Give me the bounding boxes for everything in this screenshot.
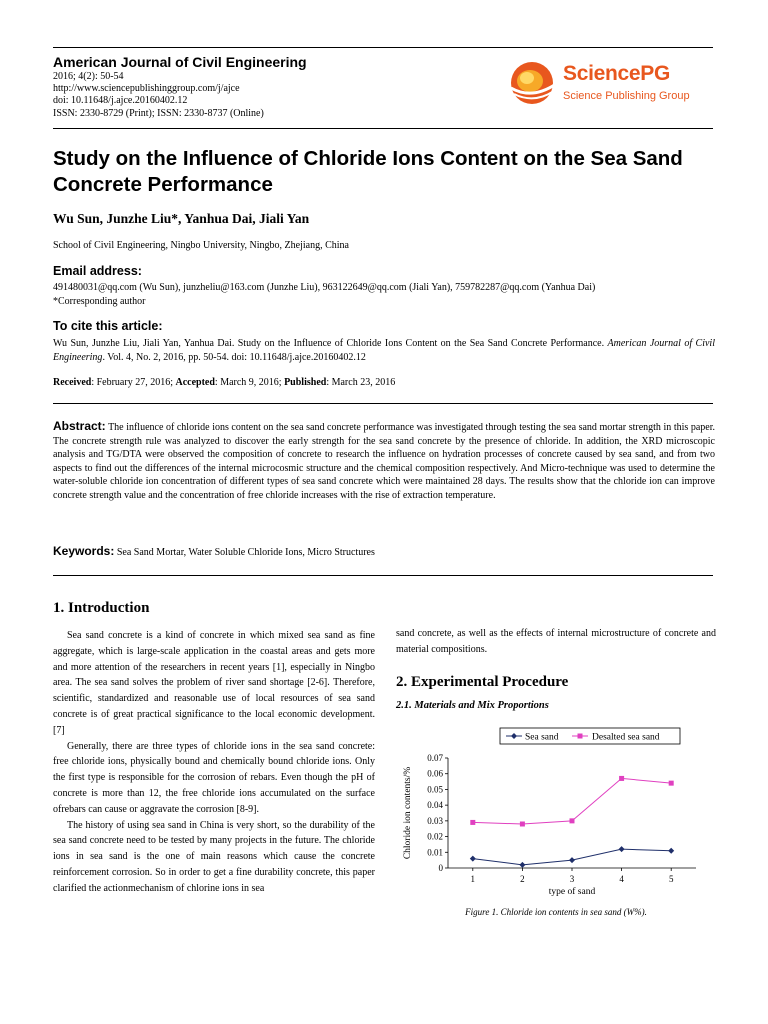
author-list: Wu Sun, Junzhe Liu*, Yanhua Dai, Jiali Yan — [53, 211, 310, 226]
data-point-sea-sand — [619, 846, 625, 852]
abstract-text: The influence of chloride ions content on the sea sand concrete performance was investigated through testing the sea sand mortar strength in this paper. The concrete strength rule was analyzed to discover the early strength for the sea sand concrete by the presence of chloride. In addition, the XRD microscopic analysis and TG/DTA were observed the composition of concrete to research the influence on hydration processes of concrete caused by sea sand, and from two aspects to find out the differences of the internal microcosmic structure and the chemical composition respectively. And Micro-technique was used to determine the water-soluble chloride ion concentration of different types of sea sand concrete which were maintained 28 days. The results show that the chloride ion can improve concrete strength value and the concentration of free chloride increases with the rise of extraction temperature. — [53, 422, 715, 501]
data-point-desalted — [470, 820, 475, 825]
accepted-date: : March 9, 2016; — [214, 377, 285, 388]
legend-label-sea-sand: Sea sand — [525, 732, 559, 743]
data-point-sea-sand — [668, 848, 674, 854]
header-top-rule — [53, 47, 713, 48]
logo-subtitle: Science Publishing Group — [563, 90, 690, 102]
procedure-heading: 2. Experimental Procedure — [396, 674, 569, 690]
citation — [53, 337, 715, 364]
x-tick-label: 5 — [668, 874, 674, 884]
published-label: Published — [284, 377, 327, 388]
received-label: Received — [53, 377, 92, 388]
data-point-desalted — [619, 776, 624, 781]
y-tick-label: 0.05 — [427, 784, 443, 795]
keywords — [53, 544, 375, 558]
publisher-logo — [508, 58, 708, 108]
data-point-desalted — [669, 781, 674, 786]
figure-1 — [396, 720, 716, 910]
citation-journal: American Journal of Civil Engineering — [53, 338, 715, 363]
data-point-desalted — [520, 822, 525, 827]
abstract — [53, 420, 715, 502]
sciencepg-globe-icon — [508, 58, 560, 108]
journal-title: American Journal of Civil Engineering — [53, 54, 307, 70]
legend-marker-desalted — [578, 734, 583, 739]
legend-label-desalted: Desalted sea sand — [592, 732, 660, 743]
email-list: 491480031@qq.com (Wu Sun), junzheliu@163.com (Junzhe Liu), 963122649@qq.com (Jiali Yan), 759782287@qq.com (Yanhua Dai) — [53, 282, 596, 293]
corresponding-note: *Corresponding author — [53, 296, 146, 307]
y-tick-label: 0.03 — [427, 815, 443, 826]
data-point-sea-sand — [519, 862, 525, 868]
abstract-top-rule — [53, 403, 713, 404]
affiliation: School of Civil Engineering, Ningbo University, Ningbo, Zhejiang, China — [53, 240, 349, 251]
citation-tail: . Vol. 4, No. 2, 2016, pp. 50-54. doi: 10.11648/j.ajce.20160402.12 — [102, 351, 366, 363]
y-tick-label: 0.07 — [427, 753, 443, 763]
publication-dates — [53, 377, 395, 388]
intro-paragraph-3: The history of using sea sand in China is very short, so the durability of the sea sand concrete need to be tested by many projects in the future. The chloride ions in sea sand is the one of main reasons which cause the concrete reinforcement corrosion. So in order to get a fine durability concrete, this paper clarified the actionmechanism of chlorine ions in sea — [53, 819, 375, 894]
series-line-desalted — [473, 778, 671, 824]
abstract-label: Abstract: — [53, 419, 106, 433]
chart-legend — [500, 728, 680, 744]
y-tick-label: 0.02 — [427, 831, 443, 842]
accepted-label: Accepted — [175, 377, 215, 388]
keywords-text: Sea Sand Mortar, Water Soluble Chloride Ions, Micro Structures — [114, 547, 375, 558]
y-axis-label: Chloride ion contents/% — [403, 766, 413, 860]
paper-title: Study on the Influence of Chloride Ions Content on the Sea Sand Concrete Performance — [53, 147, 683, 196]
x-tick-label: 3 — [569, 874, 575, 884]
data-point-desalted — [570, 818, 575, 823]
journal-url[interactable]: http://www.sciencepublishinggroup.com/j/ajce — [53, 83, 240, 95]
intro-paragraph-1: Sea sand concrete is a kind of concrete in which mixed sea sand as fine aggregate, which is large-scale application in the coastal areas and gets more and more attention of the researchers in recent years [1], especially in Ningbo area. The sea sand solves the problem of river sand shortage [2-6]. Therefore, scientific, standardized and reasonable use of local resources of sea sand concrete is of great practical significance to the local economic development. [7] — [53, 630, 375, 736]
data-point-sea-sand — [470, 856, 476, 862]
x-tick-label: 4 — [619, 874, 624, 884]
citation-main: Wu Sun, Junzhe Liu, Jiali Yan, Yanhua Dai. Study on the Influence of Chloride Ions Content on the Sea Sand Concrete Performance. — [53, 338, 608, 349]
header-bottom-rule — [53, 128, 713, 129]
chloride-line-chart — [396, 720, 716, 910]
x-tick-label: 2 — [520, 874, 525, 884]
intro-paragraph-2: Generally, there are three types of chloride ions in the sea sand concrete: free chloride ions, physically bound and chemically bound chloride ions. Only the first type is responsible for the corrosion of rebars. Even though the pH of concrete is more than 12, the free chloride ions accumulated on the surface ofrebars can cause or aggravate the corrosion [8-9]. — [53, 740, 375, 815]
x-axis-label: type of sand — [548, 887, 596, 897]
published-date: : March 23, 2016 — [326, 377, 396, 388]
left-column — [53, 628, 375, 897]
email-heading: Email address: — [53, 264, 142, 278]
intro-heading: 1. Introduction — [53, 600, 150, 616]
issn-line: ISSN: 2330-8729 (Print); ISSN: 2330-8737 (Online) — [53, 107, 264, 119]
issue-line: 2016; 4(2): 50-54 — [53, 71, 124, 82]
doi-line: doi: 10.11648/j.ajce.20160402.12 — [53, 95, 188, 107]
keywords-label: Keywords: — [53, 544, 115, 558]
materials-subheading: 2.1. Materials and Mix Proportions — [396, 700, 549, 711]
journal-meta — [53, 71, 264, 120]
y-tick-label: 0.06 — [427, 768, 443, 779]
y-tick-label: 0.01 — [427, 847, 443, 858]
y-tick-label: 0 — [438, 863, 443, 873]
right-column-text: sand concrete, as well as the effects of internal microstructure of concrete and material compositions. — [396, 628, 716, 655]
x-tick-label: 1 — [470, 874, 476, 884]
cite-heading: To cite this article: — [53, 319, 163, 333]
data-point-sea-sand — [569, 857, 575, 863]
y-tick-label: 0.04 — [427, 800, 443, 811]
logo-wordmark: SciencePG — [563, 62, 671, 85]
received-date: : February 27, 2016; — [91, 377, 176, 388]
abstract-bottom-rule — [53, 575, 713, 576]
figure-caption: Figure 1. Chloride ion contents in sea sand (W%). — [465, 907, 647, 917]
